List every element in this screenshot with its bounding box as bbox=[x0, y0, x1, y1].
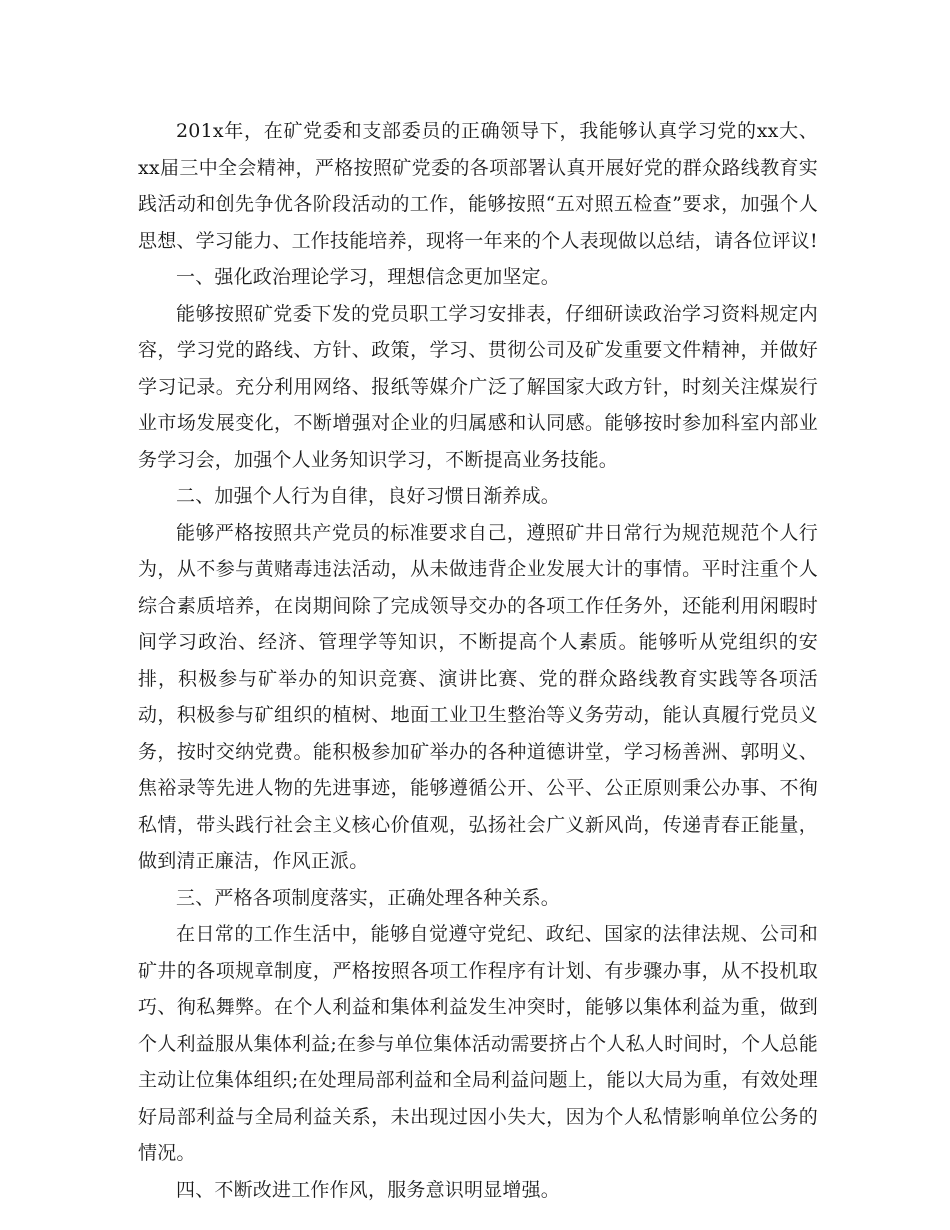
intro-paragraph: 201x年，在矿党委和支部委员的正确领导下，我能够认真学习党的xx大、xx届三中全会精神，严格按照矿党委的各项部署认真开展好党的群众路线教育实践活动和创先争优各阶段活动的工作，能够按照“五对照五检查”要求，加强个人思想、学习能力、工作技能培养，现将一年来的个人表现做以总结，请各位评议! bbox=[138, 120, 818, 252]
section-3-paragraph: 在日常的工作生活中，能够自觉遵守党纪、政纪、国家的法律法规、公司和矿井的各项规章制度，严格按照各项工作程序有计划、有步骤办事，从不投机取巧、徇私舞弊。在个人利益和集体利益发生冲突时，能够以集体利益为重，做到个人利益服从集体利益;在参与单位集体活动需要挤占个人私人时间时，个人总能主动让位集体组织;在处理局部利益和全局利益问题上，能以大局为重，有效处理好局部利益与全局利益关系，未出现过因小失大，因为个人私情影响单位公务的情况。 bbox=[138, 923, 818, 1164]
section-heading-1: 一、强化政治理论学习，理想信念更加坚定。 bbox=[176, 266, 561, 288]
section-heading-3: 三、严格各项制度落实，正确处理各种关系。 bbox=[176, 886, 561, 909]
section-heading-2: 二、加强个人行为自律，良好习惯日渐养成。 bbox=[176, 485, 561, 507]
section-1-paragraph: 能够按照矿党委下发的党员职工学习安排表，仔细研读政治学习资料规定内容，学习党的路线、方针、政策，学习、贯彻公司及矿发重要文件精神，并做好学习记录。充分利用网络、报纸等媒介广泛了解国家大政方针，时刻关注煤炭行业市场发展变化，不断增强对企业的归属感和认同感。能够按时参加科室内部业务学习会，加强个人业务知识学习，不断提高业务技能。 bbox=[138, 302, 818, 471]
section-heading-4: 四、不断改进工作作风，服务意识明显增强。 bbox=[176, 1178, 561, 1201]
document-body bbox=[138, 113, 818, 1208]
section-2-paragraph: 能够严格按照共产党员的标准要求自己，遵照矿井日常行为规范规范个人行为，从不参与黄赌毒违法活动，从未做违背企业发展大计的事情。平时注重个人综合素质培养，在岗期间除了完成领导交办的各项工作任务外，还能利用闲暇时间学习政治、经济、管理学等知识，不断提高个人素质。能够听从党组织的安排，积极参与矿举办的知识竞赛、演讲比赛、党的群众路线教育实践等各项活动，积极参与矿组织的植树、地面工业卫生整治等义务劳动，能认真履行党员义务，按时交纳党费。能积极参加矿举办的各种道德讲堂，学习杨善洲、郭明义、焦裕录等先进人物的先进事迹，能够遵循公开、公平、公正原则秉公办事、不徇私情，带头践行社会主义核心价值观，弘扬社会广义新风尚，传递青春正能量，做到清正廉洁，作风正派。 bbox=[138, 521, 818, 872]
